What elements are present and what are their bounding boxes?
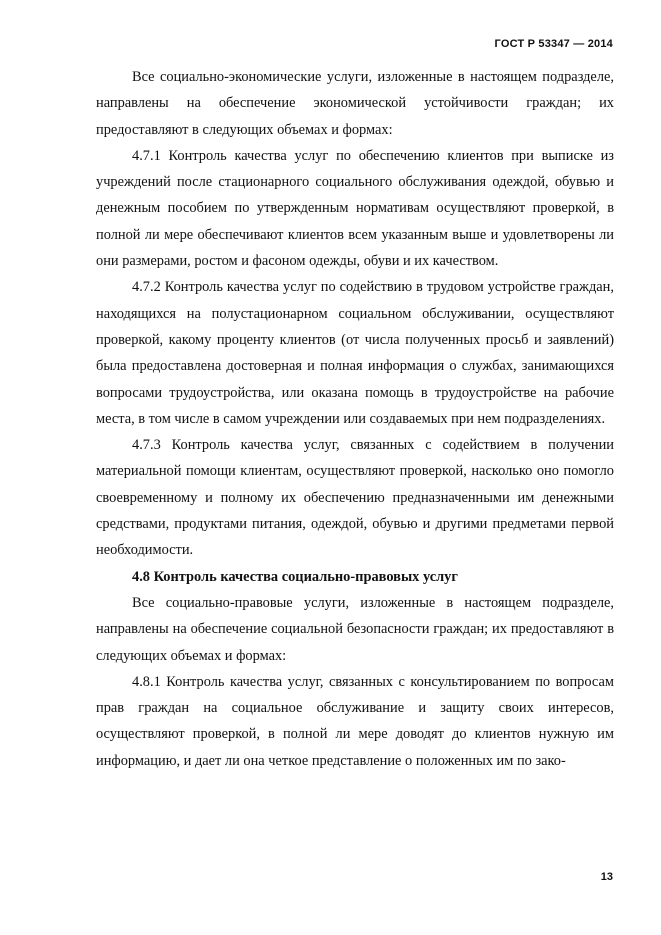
section-heading-4-8: 4.8 Контроль качества социально-правовых услуг [132,568,458,585]
paragraph-4-7-1: 4.7.1 Контроль качества услуг по обеспечению клиентов при выписке из учреждений после стационарного социального обслуживания одеждой, обувью и денежным пособием по утвержденным нормативам осуществляют проверкой, в полной ли мере обеспечивают клиентов всем указанным выше и удовлетворены ли они размерами, ростом и фасоном одежды, обуви и их качеством. [96,147,614,270]
paragraph-intro-socio-legal: Все социально-правовые услуги, изложенные в настоящем подразделе, направлены на обеспечение социальной безопасности граждан; их предоставляют в следующих объемах и формах: [96,594,614,664]
paragraph-4-7-3: 4.7.3 Контроль качества услуг, связанных с содействием в получении материальной помощи клиентам, осуществляют проверкой, насколько оно помогло своевременному и полному их обеспечению предназначенными им денежными средствами, продуктами питания, одеждой, обувью и другими предметами первой необходимости. [96,437,614,559]
document-body [96,64,614,774]
paragraph-intro-socio-economic: Все социально-экономические услуги, изложенные в настоящем подразделе, направлены на обеспечение экономической устойчивости граждан; их предоставляют в следующих объемах и формах: [96,69,614,138]
document-header: ГОСТ Р 53347 — 2014 [494,38,613,50]
paragraph-4-8-1: 4.8.1 Контроль качества услуг, связанных с консультированием по вопросам прав граждан на социальное обслуживание и защиту своих интересов, осуществляют проверкой, в полной ли мере доводят до клиентов нужную им информацию, и дает ли она четкое представление о положенных им по зако- [96,673,614,769]
paragraph-4-7-2: 4.7.2 Контроль качества услуг по содействию в трудовом устройстве граждан, находящихся на полустационарном социальном обслуживании, осуществляют проверкой, какому проценту клиентов (от числа полученных просьб и заявлений) была предоставлена достоверная и полная информация о службах, занимающихся вопросами трудоустройства, или оказана помощь в трудоустройстве на рабочие места, в том числе в самом учреждении или создаваемых при нем подразделениях. [96,279,614,427]
page-number: 13 [600,871,613,883]
